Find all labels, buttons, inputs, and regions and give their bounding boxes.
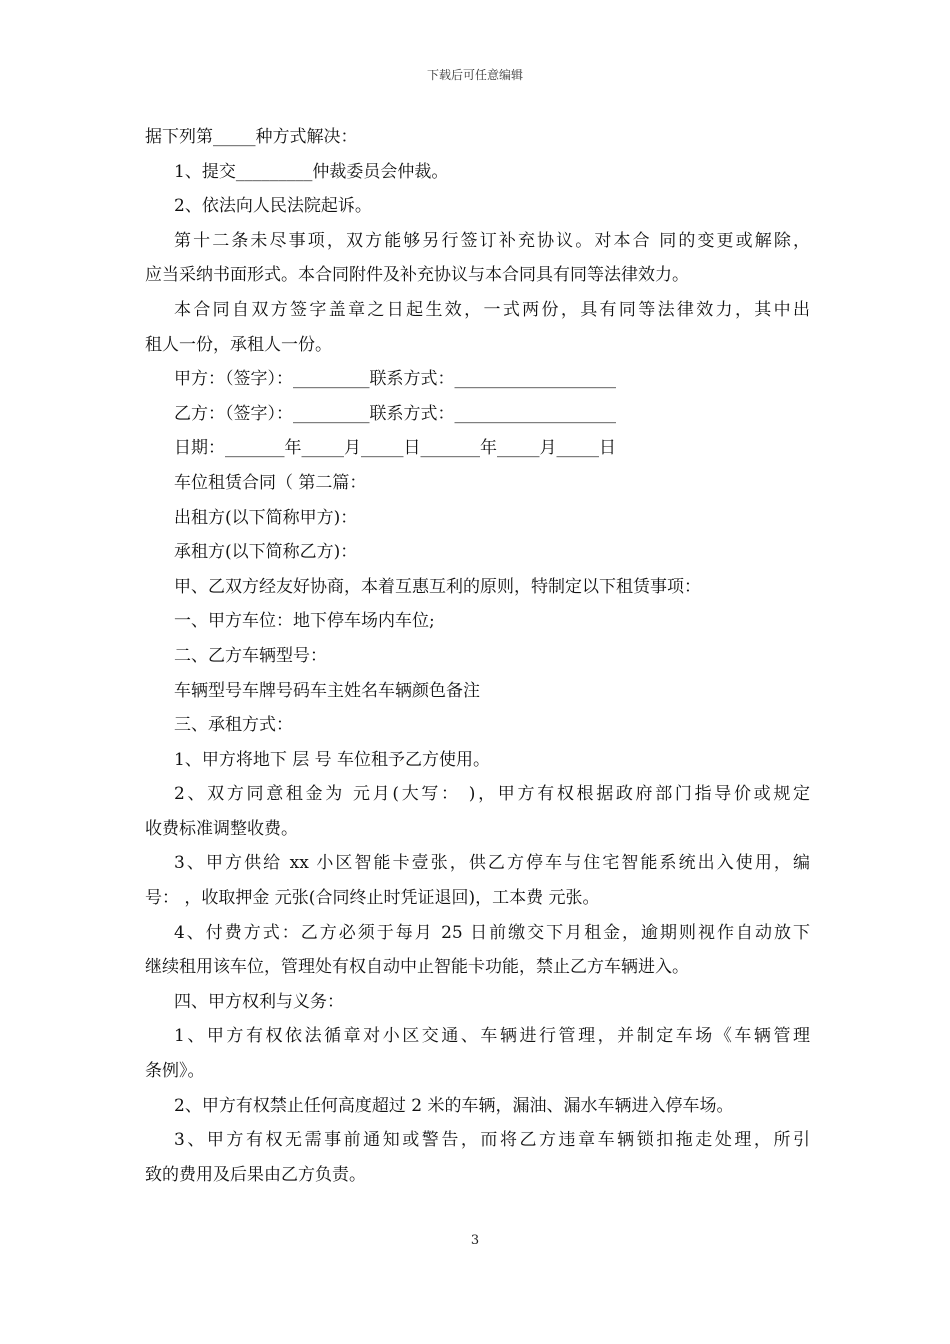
text-line: 1、甲方将地下 层 号 车位租予乙方使用。 [174, 749, 491, 770]
page-number: 3 [470, 1233, 480, 1248]
text-line: 收费标准调整收费。 [145, 818, 298, 839]
text-line: 2、双方同意租金为 元月(大写： )，甲方有权根据政府部门指导价或规定 [174, 784, 810, 805]
text-line: 2、甲方有权禁止任何高度超过 2 米的车辆，漏油、漏水车辆进入停车场。 [174, 1095, 734, 1116]
text-line: 一、甲方车位：地下停车场内车位; [174, 611, 435, 632]
text-line: 号： ，收取押金 元张(合同终止时凭证退回)，工本费 元张。 [145, 888, 600, 909]
text-line: 三、承租方式： [174, 715, 293, 736]
text-line: 承租方(以下简称乙方)： [174, 542, 358, 563]
text-line: 1、甲方有权依法循章对小区交通、车辆进行管理，并制定车场《车辆管理 [174, 1026, 810, 1047]
text-line: 3、甲方供给 xx 小区智能卡壹张，供乙方停车与住宅智能系统出入使用，编 [174, 853, 810, 874]
text-line: 2、依法向人民法院起诉。 [174, 196, 372, 217]
text-line: 四、甲方权利与义务： [174, 991, 344, 1012]
text-line: 出租方(以下简称甲方)： [174, 507, 358, 528]
text-line: 乙方：（签字）：_________联系方式：___________________ [174, 403, 616, 424]
text-line: 二、乙方车辆型号： [174, 645, 327, 666]
text-line: 条例》。 [145, 1061, 205, 1082]
text-line: 车辆型号车牌号码车主姓名车辆颜色备注 [174, 680, 480, 701]
text-line: 车位租赁合同（ 第二篇： [174, 472, 367, 493]
text-line: 甲方：（签字）：_________联系方式：___________________ [174, 369, 616, 390]
text-line: 继续租用该车位，管理处有权自动中止智能卡功能，禁止乙方车辆进入。 [145, 957, 689, 978]
text-line: 甲、乙双方经友好协商，本着互惠互利的原则，特制定以下租赁事项： [174, 576, 701, 597]
page-header: 下载后可任意编辑 [426, 68, 523, 82]
text-line: 本合同自双方签字盖章之日起生效，一式两份，具有同等法律效力，其中出 [174, 299, 810, 320]
text-line: 据下列第_____种方式解决： [145, 127, 358, 147]
text-line: 3、甲方有权无需事前通知或警告，而将乙方违章车辆锁扣拖走处理，所引 [174, 1130, 810, 1151]
text-line: 4、付费方式：乙方必须于每月 25 日前缴交下月租金，逾期则视作自动放下 [174, 922, 810, 943]
text-line: 日期：_______年_____月_____日_______年_____月_____日 [174, 438, 616, 459]
text-line: 1、提交_________仲裁委员会仲裁。 [174, 161, 449, 182]
text-line: 致的费用及后果由乙方负责。 [145, 1164, 366, 1185]
text-line: 租人一份，承租人一份。 [145, 334, 332, 355]
text-line: 应当采纳书面形式。本合同附件及补充协议与本合同具有同等法律效力。 [145, 265, 689, 286]
text-line: 第十二条未尽事项，双方能够另行签订补充协议。对本合 同的变更或解除， [174, 230, 810, 251]
document-body [145, 120, 810, 1192]
